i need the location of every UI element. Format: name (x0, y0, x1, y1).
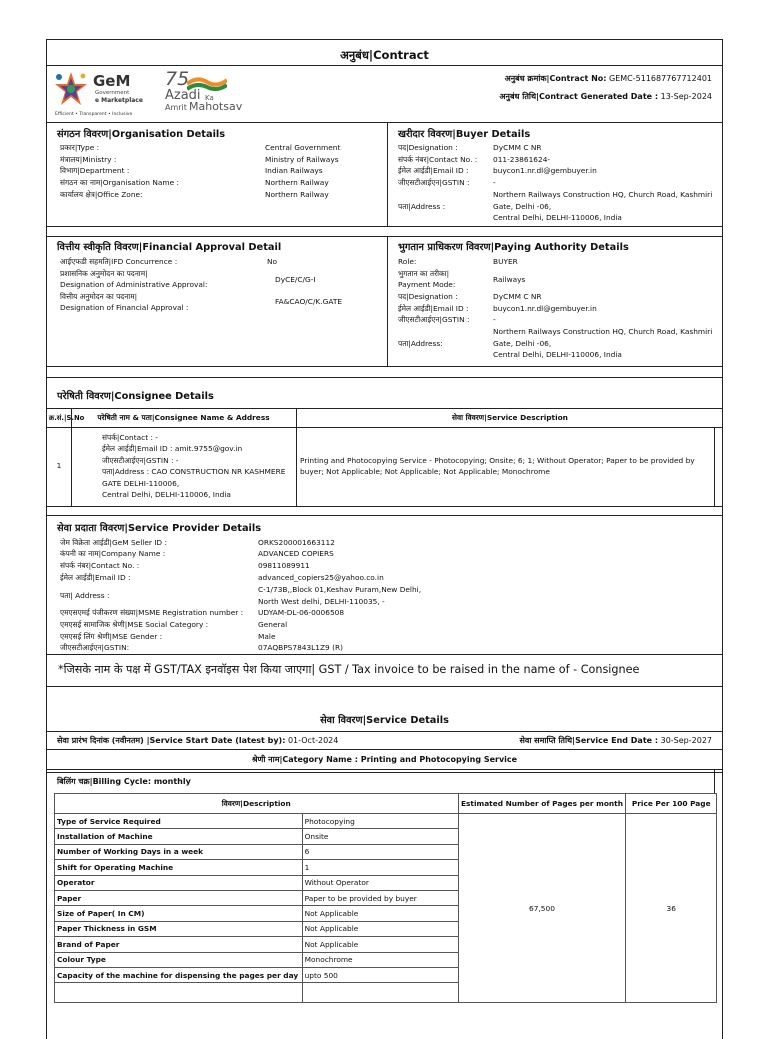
org-zone-label: कार्यालय क्षेत्र|Office Zone: (60, 190, 143, 199)
consignee-address-line1: पता|Address : CAO CONSTRUCTION NR KASHMERE (102, 467, 286, 476)
row-value: upto 500 (302, 967, 458, 982)
consignee-col-name: परेषिती नाम & पता|Consignee Name & Address (97, 413, 270, 422)
org-name-label: संगठन का नाम|Organisation Name : (60, 178, 179, 187)
price-value: 36 (626, 814, 717, 1003)
paying-gstin-value: - (493, 315, 496, 324)
payment-mode-label-2: Payment Mode: (398, 280, 456, 289)
company-name-value: ADVANCED COPIERS (258, 549, 334, 558)
divider (47, 749, 722, 750)
divider (47, 366, 722, 367)
ifd-label: आईएफडी सहमति|IFD Concurrence : (60, 257, 178, 266)
buyer-gstin-value: - (493, 178, 496, 187)
divider (47, 686, 722, 687)
consignee-col-sno: क्र.सं.|S.No (49, 414, 85, 422)
row-value: Paper to be provided by buyer (302, 890, 458, 905)
azadi-number: 75 (165, 68, 190, 90)
contract-no-value: GEMC-511687767712401 (609, 74, 712, 83)
provider-gstin-label: जीएसटीआईएन|GSTIN: (60, 643, 130, 652)
mse-gender-value: Male (258, 632, 276, 641)
contract-date-value: 13-Sep-2024 (660, 92, 712, 101)
admin-approval-value: DyCE/C/G-I (275, 275, 316, 284)
row-key: Brand of Paper (55, 937, 303, 952)
buyer-contact-value: 011-23861624- (493, 155, 551, 164)
row-key: Paper Thickness in GSM (55, 921, 303, 936)
gem-star-icon (53, 70, 89, 110)
row-value: 1 (302, 860, 458, 875)
contract-no-label: अनुबंध क्रमांक|Contract No: (504, 74, 607, 83)
service-table-header (55, 794, 717, 814)
paying-gstin-label: जीएसटीआईएन|GSTIN : (398, 315, 470, 324)
admin-approval-label-2: Designation of Administrative Approval: (60, 280, 208, 289)
fin-approval-value: FA&CAO/C/K.GATE (275, 297, 343, 306)
paying-address-line1: Northern Railways Construction HQ, Church Road, Kashmiri (493, 327, 713, 336)
gem-logo-text: GeM (93, 72, 131, 90)
provider-section-title: सेवा प्रदाता विवरण|Service Provider Details (57, 523, 262, 534)
azadi-text4: Mahotsav (189, 100, 243, 113)
row-key: Type of Service Required (55, 814, 303, 829)
service-table (54, 793, 717, 1003)
row-key: Size of Paper( In CM) (55, 906, 303, 921)
org-ministry-value: Ministry of Railways (265, 155, 339, 164)
buyer-address-line1: Northern Railways Construction HQ, Church Road, Kashmiri (493, 190, 713, 199)
gst-note: *जिसके नाम के पक्ष में GST/TAX इनवॉइस पेश किया जाएगा| GST / Tax invoice to be raised in the name of - Consignee (58, 663, 640, 676)
service-section-title: सेवा विवरण|Service Details (320, 715, 449, 726)
provider-address-line2: North West delhi, DELHI-110035, - (258, 597, 385, 606)
msme-reg-value: UDYAM-DL-06-0006508 (258, 608, 345, 617)
financial-section-title: वित्तीय स्वीकृति विवरण|Financial Approval Detail (57, 242, 282, 253)
consignee-address-line3: Central Delhi, DELHI-110006, India (102, 490, 231, 499)
azadi-text2: Ka (205, 94, 214, 102)
consignee-service-line1: Printing and Photocopying Service - Photocopying; Onsite; 6; 1; Without Operator; Paper to be provided by (300, 456, 695, 465)
provider-email-value: advanced_copiers25@yahoo.co.in (258, 573, 384, 582)
paying-email-label: ईमेल आईडी|Email ID : (398, 304, 469, 313)
divider (47, 654, 722, 655)
consignee-email: ईमेल आईडी|Email ID : amit.9755@gov.in (102, 444, 243, 453)
buyer-address-label: पता|Address : (398, 202, 446, 211)
divider (47, 236, 722, 237)
payment-mode-value: Railways (493, 275, 526, 284)
row-key: Paper (55, 890, 303, 905)
row-key (55, 983, 303, 1003)
org-zone-value: Northern Railway (265, 190, 329, 199)
row-value (302, 983, 458, 1003)
divider (47, 377, 722, 378)
azadi-text1: Azadi (165, 88, 201, 103)
gem-logo-sub1: Government (95, 90, 130, 96)
mse-category-value: General (258, 620, 288, 629)
divider (47, 769, 722, 770)
consignee-section-title: परेषिती विवरण|Consignee Details (57, 391, 214, 402)
provider-contact-value: 09811089911 (258, 561, 310, 570)
provider-address-line1: C-1/73B,,Block 01,Keshav Puram,New Delhi, (258, 585, 422, 594)
row-value: Without Operator (302, 875, 458, 890)
divider (714, 769, 715, 794)
service-start-value: 01-Oct-2024 (287, 736, 339, 745)
paying-address-line3: Central Delhi, DELHI-110006, India (493, 350, 622, 359)
row-key: Capacity of the machine for dispensing the pages per day (55, 967, 303, 982)
org-ministry-label: मंत्रालय|Ministry : (60, 155, 117, 164)
paying-address-line2: Gate, Delhi -06, (493, 339, 552, 348)
service-start-label: सेवा प्रारंभ दिनांक (नवीनतम) |Service Start Date (latest by): (57, 736, 286, 745)
buyer-section-title: खरीदार विवरण|Buyer Details (398, 129, 531, 140)
paying-address-label: पता|Address: (398, 339, 443, 348)
buyer-address-line3: Central Delhi, DELHI-110006, India (493, 213, 622, 222)
seller-id-label: जेम विक्रेता आईडी|GeM Seller ID : (60, 538, 167, 547)
divider (47, 226, 722, 227)
azadi-logo (159, 70, 249, 126)
azadi-text3: Amrit (165, 103, 187, 112)
service-end-value: 30-Sep-2027 (660, 736, 712, 745)
buyer-designation-value: DyCMM C NR (493, 143, 542, 152)
fin-approval-label: वित्तीय अनुमोदन का पदनाम| (60, 292, 138, 301)
divider (47, 427, 722, 428)
buyer-designation-label: पद|Designation : (398, 143, 458, 152)
admin-approval-label: प्रशासनिक अनुमोदन का पदनाम| (60, 269, 148, 278)
col-description: विवरण|Description (55, 794, 459, 814)
payment-mode-label: भुगतान का तरीका| (398, 269, 450, 278)
divider (47, 506, 722, 507)
consignee-address-line2: GATE DELHI-110006, (102, 479, 180, 488)
provider-email-label: ईमेल आईडी|Email ID : (60, 573, 131, 582)
service-end-label: सेवा समाप्ति तिथि|Service End Date : (519, 736, 659, 745)
category-name: श्रेणी नाम|Category Name : Printing and Photocopying Service (251, 755, 518, 764)
consignee-col-service: सेवा विवरण|Service Description (452, 413, 568, 422)
org-type-label: प्रकार|Type : (60, 143, 100, 152)
row-key: Operator (55, 875, 303, 890)
contract-page (46, 39, 723, 1039)
consignee-gstin: जीएसटीआईएन|GSTIN : - (102, 456, 179, 465)
divider (47, 408, 722, 409)
divider (47, 122, 722, 123)
col-pages: Estimated Number of Pages per month (458, 794, 626, 814)
row-value: Not Applicable (302, 921, 458, 936)
page-title: अनुबंध|Contract (340, 48, 429, 62)
consignee-contact: संपर्क|Contact : - (102, 433, 158, 442)
mse-category-label: एमएसई सामाजिक श्रेणी|MSE Social Category : (60, 620, 209, 629)
company-name-label: कंपनी का नाम|Company Name : (60, 549, 166, 558)
provider-contact-label: संपर्क नंबर|Contact No. : (60, 561, 140, 570)
paying-designation-value: DyCMM C NR (493, 292, 542, 301)
col-price: Price Per 100 Page (626, 794, 717, 814)
paying-role-label: Role: (398, 257, 417, 266)
pages-value: 67,500 (458, 814, 626, 1003)
divider (47, 772, 722, 773)
buyer-address-line2: Gate, Delhi -06, (493, 202, 552, 211)
org-name-value: Northern Railway (265, 178, 329, 187)
row-value: 6 (302, 844, 458, 859)
paying-section-title: भुगतान प्राधिकरण विवरण|Paying Authority Details (398, 242, 629, 253)
divider (714, 427, 715, 506)
msme-reg-label: एमएसएमई पंजीकरण संख्या|MSME Registration number : (60, 608, 244, 617)
paying-role-value: BUYER (493, 257, 518, 266)
consignee-sno: 1 (56, 461, 62, 470)
seller-id-value: ORKS200001663112 (258, 538, 335, 547)
org-section-title: संगठन विवरण|Organisation Details (57, 129, 226, 140)
divider (387, 236, 388, 366)
mse-gender-label: एमएसई लिंग श्रेणी|MSE Gender : (60, 632, 163, 641)
consignee-service-line2: buyer; Not Applicable; Not Applicable; Not Applicable; Monochrome (300, 467, 550, 476)
ifd-value: No (267, 257, 278, 266)
row-key: Shift for Operating Machine (55, 860, 303, 875)
row-value: Not Applicable (302, 937, 458, 952)
row-key: Number of Working Days in a week (55, 844, 303, 859)
row-value: Not Applicable (302, 906, 458, 921)
gem-logo-sub2: e Marketplace (95, 97, 143, 104)
divider (387, 122, 388, 227)
fin-approval-label-2: Designation of Financial Approval : (60, 303, 189, 312)
buyer-contact-label: संपर्क नंबर|Contact No. : (398, 155, 478, 164)
buyer-email-value: buycon1.nr.dl@gembuyer.in (493, 166, 597, 175)
paying-email-value: buycon1.nr.dl@gembuyer.in (493, 304, 597, 313)
row-key: Installation of Machine (55, 829, 303, 844)
gem-logo (53, 70, 153, 126)
contract-number (505, 73, 712, 84)
provider-address-label: पता| Address : (60, 591, 110, 600)
billing-cycle: बिलिंग चक्र|Billing Cycle: monthly (57, 777, 191, 786)
row-value: Photocopying (302, 814, 458, 829)
org-type-value: Central Government (265, 143, 341, 152)
gem-tagline: Efficient • Transparent • Inclusive (55, 112, 133, 117)
table-row (55, 814, 717, 829)
row-key: Colour Type (55, 952, 303, 967)
org-department-label: विभाग|Department : (60, 166, 130, 175)
buyer-gstin-label: जीएसटीआईएन|GSTIN : (398, 178, 470, 187)
org-department-value: Indian Railways (265, 166, 323, 175)
divider (47, 65, 722, 66)
buyer-email-label: ईमेल आईडी|Email ID : (398, 166, 469, 175)
divider (47, 515, 722, 516)
row-value: Onsite (302, 829, 458, 844)
service-start-date (57, 735, 338, 746)
contract-date-label: अनुबंध तिथि|Contract Generated Date : (499, 92, 659, 101)
provider-gstin-value: 07AQBPS7843L1Z9 (R) (258, 643, 344, 652)
paying-designation-label: पद|Designation : (398, 292, 458, 301)
row-value: Monochrome (302, 952, 458, 967)
service-end-date (519, 735, 712, 746)
contract-date (499, 91, 712, 102)
divider (47, 731, 722, 732)
